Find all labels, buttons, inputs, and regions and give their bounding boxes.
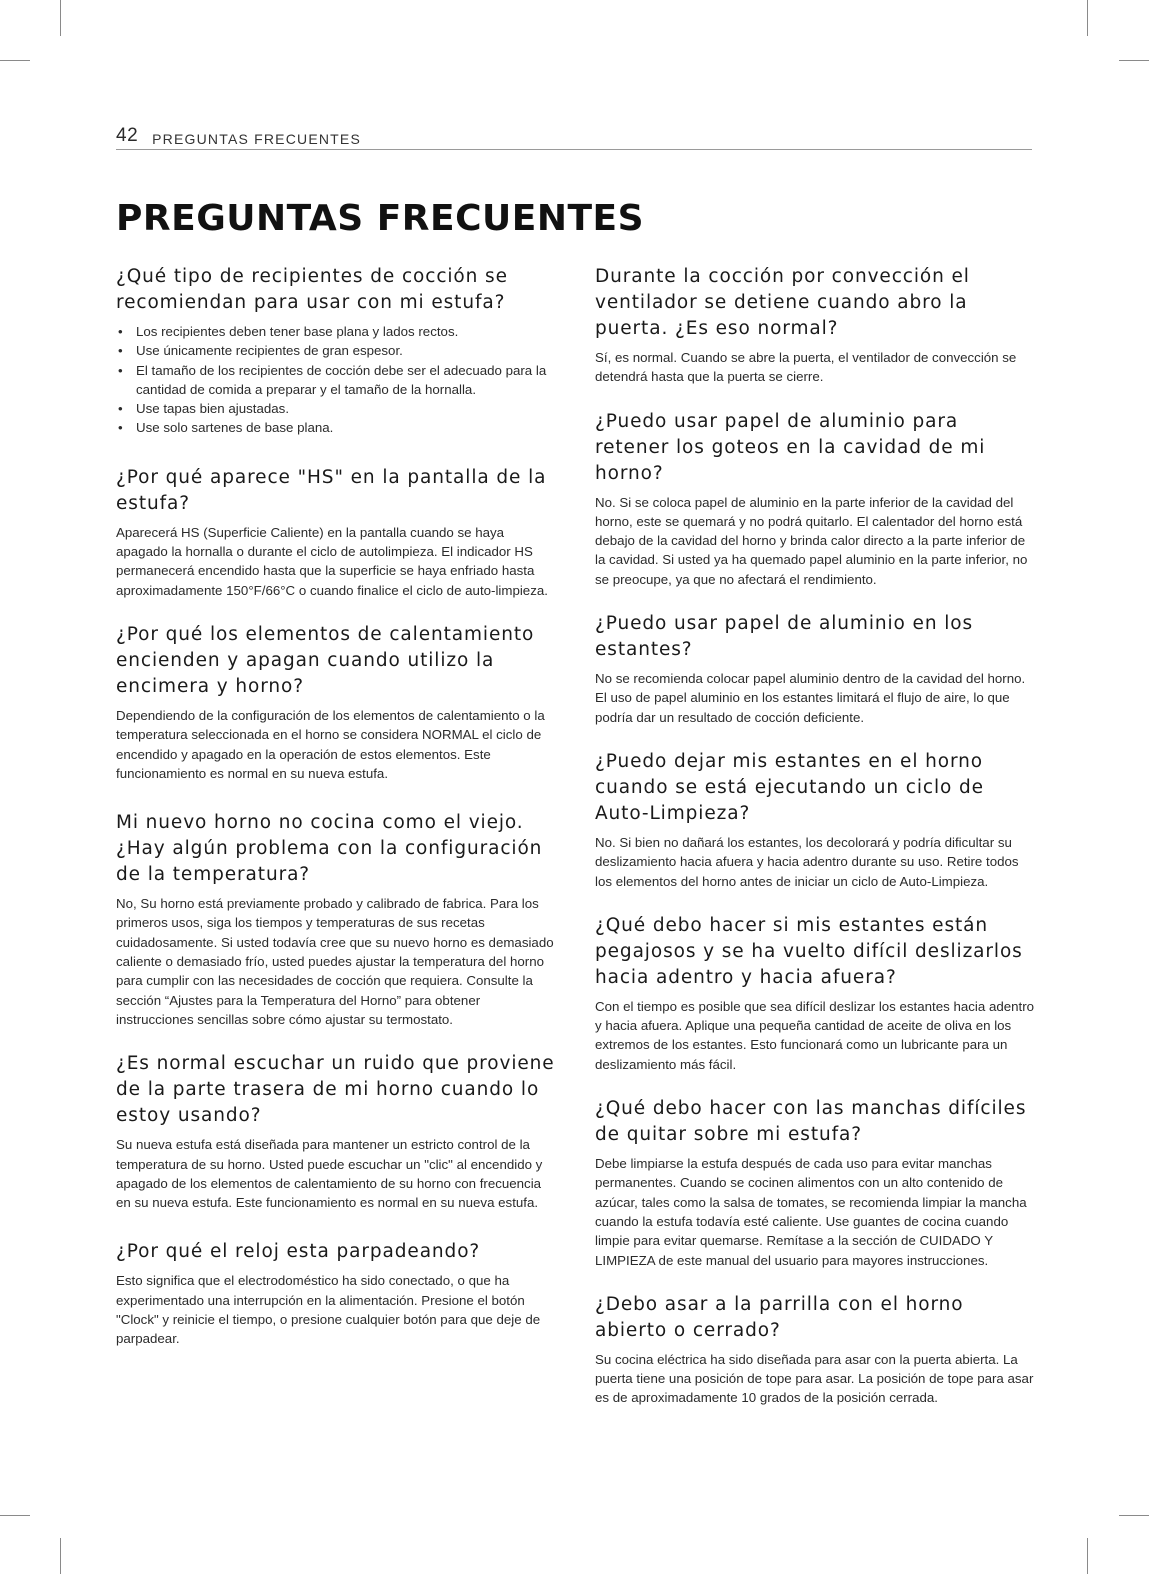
faq-cookware (116, 264, 556, 438)
faq-question: ¿Qué debo hacer con las manchas difíciles de quitar sobre mi estufa? (595, 1098, 1027, 1146)
running-header (116, 126, 1032, 150)
faq-answer: Debe limpiarse la estufa después de cada uso para evitar manchas permanentes. Cuando se cocinen alimentos con un alto contenido de azúcar, tales como la salsa de tomates, se recomienda limpiar la mancha cuando la estufa todavía esté caliente. Use guantes de cocina cuando limpie para evitar quemarse. Remítase a la sección de CUIDADO Y LIMPIEZA de este manual del usuario para mayores instrucciones. (595, 1156, 1027, 1268)
bullet-icon: • (118, 324, 123, 339)
faq-answer: No se recomienda colocar papel aluminio dentro de la cavidad del horno. El uso de papel aluminio en los estantes limitará el flujo de aire, lo que podría dar un resultado de cocción deficiente. (595, 671, 1026, 725)
faq-question: Durante la cocción por convección el ventilador se detiene cuando abro la puerta. ¿Es eso normal? (595, 266, 970, 339)
faq-broil-door (595, 1292, 1035, 1408)
crop-mark-left-top (0, 60, 30, 61)
faq-tough-stains (595, 1096, 1035, 1270)
faq-question: ¿Puedo usar papel de aluminio en los estantes? (595, 613, 974, 661)
faq-answer: Su nueva estufa está diseñada para mantener un estricto control de la temperatura de su horno. Usted puede escuchar un "clic" al encendido y apagado de los elementos de calentamiento de su horno con frecuencia en su nueva estufa. Este funcionamiento es normal en su nueva estufa. (116, 1137, 543, 1211)
faq-question: ¿Qué tipo de recipientes de cocción se recomiendan para usar con mi estufa? (116, 266, 508, 313)
faq-convection-fan (595, 264, 1035, 387)
faq-question: ¿Debo asar a la parrilla con el horno abierto o cerrado? (595, 1293, 964, 1341)
crop-mark-left-bottom (0, 1515, 30, 1516)
crop-mark-top-right (1087, 0, 1088, 36)
crop-mark-top-left (60, 0, 61, 36)
crop-mark-bottom-left (60, 1538, 61, 1574)
faq-question: ¿Por qué el reloj esta parpadeando? (116, 1241, 481, 1263)
faq-hs-display (116, 465, 556, 600)
faq-clock-blinking (116, 1239, 556, 1348)
faq-answer: Sí, es normal. Cuando se abre la puerta, el ventilador de convección se detendrá hasta que la puerta se cierre. (595, 350, 1017, 385)
faq-question: ¿Qué debo hacer si mis estantes están pegajosos y se ha vuelto difícil deslizarlos hacia adentro y hacia afuera? (595, 914, 1023, 988)
left-column (116, 264, 556, 1349)
bullet-icon: • (118, 401, 123, 417)
faq-answer: Su cocina eléctrica ha sido diseñada para asar con la puerta abierta. La puerta tiene una posición de tope para asar. La posición de tope para asar es de aproximadamente 10 grados de la posición cerrada. (595, 1351, 1034, 1406)
running-title: PREGUNTAS FRECUENTES (152, 131, 362, 147)
faq-racks-self-clean (595, 749, 1035, 891)
page-number: 42 (116, 125, 139, 146)
faq-answer: Dependiendo de la configuración de los elementos de calentamiento o la temperatura seleccionada en el horno se considera NORMAL el ciclo de encendido y apagado en la operación de estos elementos. Este funcionamiento es normal en su nueva estufa. (116, 707, 545, 781)
faq-sticky-racks (595, 913, 1035, 1074)
bullet-icon: • (118, 362, 123, 378)
page-title: PREGUNTAS FRECUENTES (116, 198, 645, 239)
crop-mark-bottom-right (1087, 1538, 1088, 1574)
crop-mark-right-bottom (1119, 1515, 1149, 1516)
crop-mark-right-top (1119, 60, 1149, 61)
faq-foil-racks (595, 611, 1035, 727)
faq-question: ¿Es normal escuchar un ruido que proviene de la parte trasera de mi horno cuando lo estoy usando? (116, 1053, 555, 1127)
faq-question: ¿Puedo usar papel de aluminio para retener los goteos en la cavidad de mi horno? (595, 410, 986, 484)
list-item: • Use tapas bien ajustadas. (116, 399, 556, 418)
faq-answer: No. Si se coloca papel de aluminio en la parte inferior de la cavidad del horno, este se quemará y no podrá quitarlo. El calentador del horno está debajo de la cavidad del horno y brinda calor directo a la parte inferior de la cavidad. Si usted ya ha quemado papel aluminio en la parte inferior, no se preocupe, ya que no afectará el rendimiento. (595, 494, 1028, 587)
list-item: • Use solo sartenes de base plana. (116, 418, 556, 437)
bullet-list (116, 322, 556, 438)
faq-answer: Esto significa que el electrodoméstico ha sido conectado, o que ha experimentado una interrupción en la alimentación. Presione el botón "Clock" y reinicie el tiempo, o presione cualquier botón para que deje de parpadear. (116, 1273, 541, 1347)
list-item: • El tamaño de los recipientes de cocción debe ser el adecuado para la cantidad de comida a preparar y el tamaño de la hornalla. (118, 362, 547, 397)
faq-foil-cavity (595, 409, 1035, 589)
faq-question: ¿Puedo dejar mis estantes en el horno cuando se está ejecutando un ciclo de Auto-Limpieza? (595, 750, 984, 824)
faq-answer: No, Su horno está previamente probado y calibrado de fabrica. Para los primeros usos, siga los tiempos y temperaturas de sus recetas cuidadosamente. Si usted todavía cree que su nuevo horno es demasiado caliente o demasiado frío, usted puedes ajustar la temperatura del horno para cumplir con las necesidades de cocción que requiera. Consulte la sección “Ajustes para la Temperatura del Horno” para obtener instrucciones sencillas sobre cómo ajustar su termostato. (116, 896, 554, 1027)
faq-question: ¿Por qué los elementos de calentamiento encienden y apagan cuando utilizo la encimera y horno? (116, 623, 535, 697)
faq-answer: Con el tiempo es posible que sea difícil deslizar los estantes hacia adentro y hacia afuera. Aplique una pequeña cantidad de aceite de oliva en los extremos de los estantes. Esto funcionará como un lubricante para un deslizamiento más fácil. (595, 998, 1035, 1072)
faq-answer: Aparecerá HS (Superficie Caliente) en la pantalla cuando se haya apagado la hornalla o durante el ciclo de autolimpieza. El indicador HS permanecerá encendido hasta que la superficie se haya enfriado hasta aproximadamente 150°F/66°C o cuando finalice el ciclo de auto-limpieza. (116, 524, 548, 598)
bullet-icon: • (118, 420, 123, 436)
faq-heating-elements (116, 622, 556, 783)
faq-oven-temperature (116, 810, 556, 1029)
right-column (595, 264, 1035, 1408)
faq-question: Mi nuevo horno no cocina como el viejo. ¿Hay algún problema con la configuración de la temperatura? (116, 812, 543, 886)
faq-question: ¿Por qué aparece "HS" en la pantalla de la estufa? (116, 466, 547, 514)
list-item: • Use únicamente recipientes de gran espesor. (116, 341, 556, 360)
bullet-icon: • (118, 343, 123, 359)
faq-noise (116, 1051, 556, 1212)
list-item: • Los recipientes deben tener base plana y lados rectos. (116, 322, 556, 341)
faq-answer: No. Si bien no dañará los estantes, los decolorará y podría dificultar su deslizamiento hacia afuera y hacia adentro durante su uso. Retire todos los elementos del horno antes de iniciar un ciclo de Auto-Limpieza. (595, 834, 1019, 889)
